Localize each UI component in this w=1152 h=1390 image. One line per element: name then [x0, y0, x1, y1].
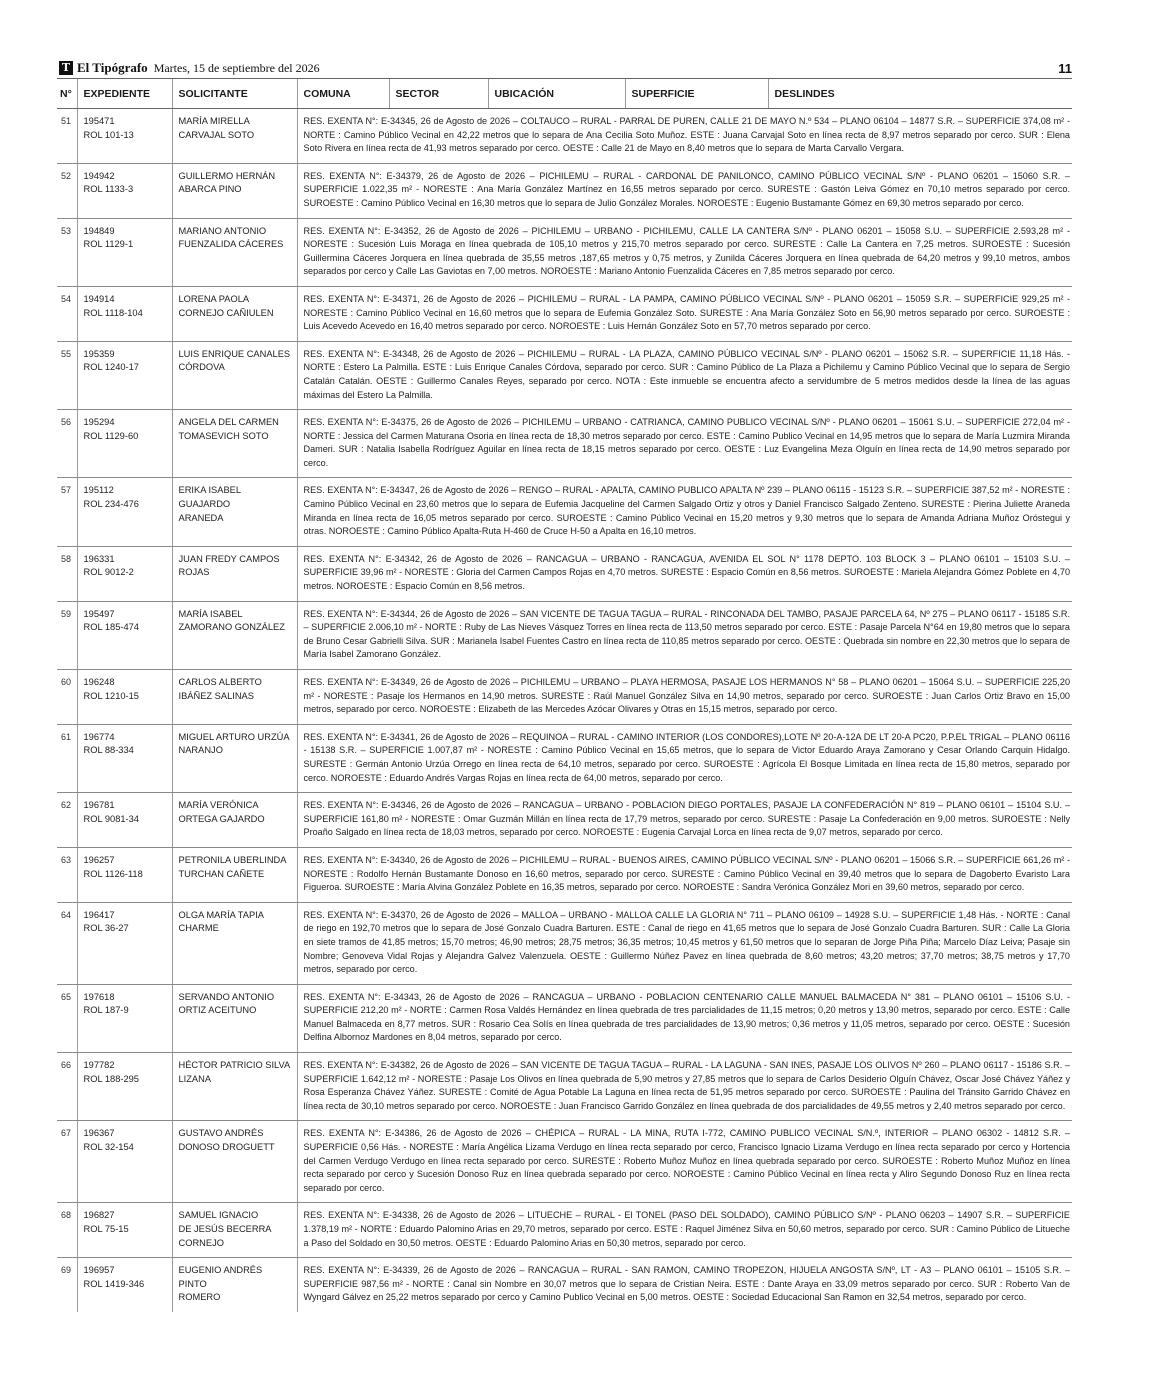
row-number: 51: [57, 109, 77, 164]
row-number: 56: [57, 410, 77, 478]
table-header-row: [57, 79, 1072, 109]
column-header-superficie: SUPERFICIE: [625, 79, 768, 109]
table-row: [57, 1053, 1072, 1121]
expediente-number: 196827: [83, 1210, 115, 1221]
solicitante-line: LIZANA: [178, 1073, 212, 1084]
solicitante-line: ANGELA DEL CARMEN: [178, 417, 279, 428]
table-row: [57, 341, 1072, 409]
solicitante-line: MIGUEL ARTURO URZÚA: [178, 731, 290, 742]
solicitante-line: CORNEJO: [178, 1237, 224, 1248]
table-row: [57, 1203, 1072, 1258]
rol-number: ROL 1419-346: [83, 1278, 145, 1289]
solicitante-cell: [172, 163, 297, 218]
expediente-cell: [77, 410, 172, 478]
row-number: 69: [61, 1265, 72, 1276]
rol-number: ROL 1126-118: [83, 868, 143, 879]
expediente-cell: [77, 286, 172, 341]
solicitante-line: ABARCA PINO: [178, 184, 242, 195]
solicitante-cell: [172, 984, 297, 1052]
expediente-cell: [77, 1258, 172, 1312]
newspaper-logo-icon: T: [59, 61, 73, 75]
rol-number: ROL 1129-1: [83, 239, 134, 250]
expediente-number: 196248: [83, 677, 115, 687]
table-row: [57, 1121, 1072, 1203]
solicitante-line: GUILLERMO HERNÁN: [178, 170, 276, 181]
table-row: [57, 724, 1072, 792]
row-number: 67: [57, 1121, 77, 1203]
column-header-solicitante: SOLICITANTE: [172, 79, 297, 109]
expediente-number: 195497: [83, 608, 115, 619]
solicitante-cell: [172, 724, 297, 792]
deslindes-cell: RES. EXENTA N°: E-34340, 26 de Agosto de 2026 – PICHILEMU – RURAL - BUENOS AIRES, CAMINO PÚBLICO VECINAL S/Nº - PLANO 06201 – 15066 S.R. – SUPERFICIE 661,26 m² - NORESTE : Rodolfo Hernán Bustamante Donoso en 16,60 metros, separado por cerco. SURESTE : Camino Público Vecinal en 39,40 metros que lo separa de Dagoberto Evaristo Lara Figueroa. SUROESTE : María Alvina González Poblete en 16,35 metros, separado por cerco. NOROESTE : Sandra Verónica González Mori en 39,60 metros, separado por cerco.: [297, 847, 1072, 902]
solicitante-cell: [172, 286, 297, 341]
solicitante-line: DE JESÚS BECERRA: [178, 1224, 272, 1234]
table-row: [57, 546, 1072, 601]
deslindes-cell: RES. EXENTA N°: E-34386, 26 de Agosto de 2026 – CHÉPICA – RURAL - LA MINA, RUTA I-772, CAMINO PUBLICO VECINAL S/N.º, INTERIOR – PLANO 06302 - 14812 S.R. – SUPERFICIE 0,56 Hás. - NORESTE : María Angélica Lizama Verdugo en línea recta separado por cerco, Francisco Ignacio Lizama Verdugo en línea recta separado por cerco y Hortencia del Carmen Verdugo Verdugo en línea recta separado por cerco. SURESTE : Roberto Muñoz Muñoz en línea quebrada separado por cerco. SUROESTE : Roberto Muñoz Muñoz en línea recta separado por cerco y Sucesión Donoso Ruz en línea quebrada separado por cerco. NOROESTE : Camino Público Vecinal en línea recta y Aliro Segundo Donoso Ruz en línea recta separado por cerco.: [297, 1121, 1072, 1203]
solicitante-cell: [172, 218, 297, 286]
column-header-deslindes: DESLINDES: [768, 79, 1072, 109]
row-number: 54: [57, 286, 77, 341]
deslindes-cell: RES. EXENTA N°: E-34346, 26 de Agosto de 2026 – RANCAGUA – URBANO - POBLACION DIEGO PORTALES, PASAJE LA CONFEDERACIÓN N° 819 – PLANO 06101 – 15104 S.U. – SUPERFICIE 161,80 m² - NORESTE : Omar Guzmán Millán en línea recta de 17,79 metros, separado por cerco. SURESTE : Pasaje La Confederación en 9,00 metros. SUROESTE : Nelly Proaño Salgado en línea recta de 18,03 metros, separado por cerco. NOROESTE : Eugenia Carvajal Lorca en línea recta de 9,07 metros, separado por cerco.: [297, 793, 1072, 848]
expediente-cell: [77, 163, 172, 218]
solicitante-line: ERIKA ISABEL GUAJARDO: [178, 485, 241, 510]
table-row: [57, 1258, 1072, 1312]
expediente-cell: [77, 984, 172, 1052]
solicitante-cell: [172, 601, 297, 669]
deslindes-cell: RES. EXENTA N°: E-34370, 26 de Agosto de 2026 – MALLOA – URBANO - MALLOA CALLE LA GLORIA N° 711 – PLANO 06109 – 14928 S.U. – SUPERFICIE 1,48 Hás. - NORTE : Canal de riego en 192,70 metros que lo separa de José Gonzalo Cuadra Barturen. ESTE : Canal de riego en 41,65 metros que lo separa de José Gonzalo Cuadra Barturen. SUR : Calle La Gloria en siete tramos de 41,85 metros; 15,70 metros; 46,90 metros; 28,75 metros; 36,35 metros; 10,45 metros y 61,50 metros que lo separan de Jorge Piña Piña; Marcelo Díaz Leiva; Pasaje sin Nombre; Genoveva Vidal Rojas y Alejandra Galvez Valenzuela. OESTE : Guillermo Núñez Pavez en línea quebrada de 8,60 metros; 43,20 metros; 37,70 metros; 38,75 metros y 17,70 metros, separado por cerco.: [297, 902, 1072, 984]
rol-number: ROL 1129-60: [83, 430, 139, 441]
table-row: [57, 286, 1072, 341]
rol-number: ROL 1240-17: [83, 362, 139, 373]
deslindes-cell: RES. EXENTA N°: E-34338, 26 de Agosto de 2026 – LITUECHE – RURAL - El TONEL (PASO DEL SOLDADO), CAMINO PÚBLICO S/Nº - PLANO 06203 – 14907 S.R. – SUPERFICIE 1.378,19 m² - NORTE : Eduardo Palomino Arias en 29,70 metros, separado por cerco. ESTE : Raquel Jiménez Silva en 50,60 metros, separado por cerco. SUR : Camino Público de Litueche a Paso del Soldado en 30,50 metros. OESTE : Eduardo Palomino Arias en 50,30 metros, separado por cerco.: [297, 1203, 1072, 1258]
expediente-number: 196257: [83, 854, 115, 865]
deslindes-cell: RES. EXENTA N°: E-34348, 26 de Agosto de 2026 – PICHILEMU – RURAL - LA PLAZA, CAMINO PÚBLICO VECINAL S/Nº - PLANO 06201 – 15062 S.R. – SUPERFICIE 11,18 Hás. - NORTE : Estero La Palmilla. ESTE : Luis Enrique Canales Córdova, separado por cerco. SUR : Camino Público de La Plaza a Pichilemu y Camino Público Vecinal que lo separa de Sergio Catalán Catalán. OESTE : Guillermo Canales Reyes, separado por cerco. NOTA : Este inmueble se encuentra afecto a servidumbre de 5 metros medidos desde la línea de las aguas máximas del Estero La Palmilla.: [297, 341, 1072, 409]
deslindes-cell: RES. EXENTA N°: E-34382, 26 de Agosto de 2026 – SAN VICENTE DE TAGUA TAGUA – RURAL - LA LAGUNA - SAN INES, PASAJE LOS OLIVOS Nº 260 – PLANO 06117 - 15186 S.R. – SUPERFICIE 1.642,12 m² - NORESTE : Pasaje Los Olivos en línea quebrada de 5,90 metros y 27,85 metros que lo separa de Carlos Desiderio Olguín Chávez, Oscar José Chávez Yáñez y Rosa Esperanza Chávez Yáñez. SURESTE : Comité de Agua Potable La Laguna en línea recta de 51,95 metros separado por cerco. SUROESTE : Paulina del Tránsito Garrido Chávez en línea recta de 30,10 metros separado por cerco. NOROESTE : Juan Francisco Garrido González en línea quebrada de dos parcialidades de 49,55 metros y 2,40 metros separado por cerco.: [297, 1053, 1072, 1121]
row-number: 66: [57, 1053, 77, 1121]
rol-number: ROL 1210-15: [83, 690, 139, 701]
rol-number: ROL 9012-2: [83, 567, 134, 578]
expediente-number: 194849: [83, 225, 115, 236]
expediente-number: 196957: [83, 1265, 115, 1276]
deslindes-cell: RES. EXENTA N°: E-34371, 26 de Agosto de 2026 – PICHILEMU – RURAL - LA PAMPA, CAMINO PÚBLICO VECINAL S/Nº - PLANO 06201 – 15059 S.R. – SUPERFICIE 929,25 m² - NORESTE : Camino Público Vecinal en 16,60 metros que lo separa de Eufemia González Soto. SURESTE : Ana María González Soto en 56,90 metros separado por cerco. SUROESTE : Luis Acevedo Acevedo en 16,40 metros separado por cerco. NOROESTE : Luis Hernán González Soto en 57,70 metros separado por cerco.: [297, 286, 1072, 341]
solicitante-line: JUAN FREDY CAMPOS: [178, 553, 280, 564]
solicitante-cell: [172, 109, 297, 164]
deslindes-cell: RES. EXENTA N°: E-34343, 26 de Agosto de 2026 – RANCAGUA – URBANO - POBLACION CENTENARIO CALLE MANUEL BALMACEDA N° 381 – PLANO 06101 – 15106 S.U. - SUPERFICIE 212,20 m² - NORTE : Carmen Rosa Valdés Hernández en línea quebrada de tres parcialidades de 11,15 metros; 0,20 metros y 13,90 metros, separado por cerco. ESTE : Calle Manuel Balmaceda en 8,77 metros. SUR : Rosario Cea Solís en línea quebrada de tres parcialidades de 13,90 metros; 0,36 metros y 11,05 metros, separado por cerco. OESTE : Sucesión Delfina Albornoz Mardones en 8,04 metros, separado por cerco.: [297, 984, 1072, 1052]
deslindes-cell: RES. EXENTA N°: E-34342, 26 de Agosto de 2026 – RANCAGUA – URBANO - RANCAGUA, AVENIDA EL SOL N° 1178 DEPTO. 103 BLOCK 3 – PLANO 06101 – 15103 S.U. – SUPERFICIE 39,96 m² - NORESTE : Gloria del Carmen Campos Rojas en 4,70 metros. SURESTE : Espacio Común en 8,56 metros. SUROESTE : Mariela Alejandra Gómez Poblete en 4,70 metros. NOROESTE : Espacio Común en 8,56 metros.: [297, 546, 1072, 601]
expediente-number: 196417: [83, 909, 115, 920]
row-number: 53: [57, 218, 77, 286]
solicitante-cell: [172, 793, 297, 848]
expediente-number: 196774: [83, 731, 115, 742]
rol-number: ROL 1118-104: [83, 307, 143, 318]
rol-number: ROL 234-476: [83, 499, 139, 510]
solicitante-line: ARANEDA: [178, 512, 224, 523]
expediente-cell: [77, 1053, 172, 1121]
solicitante-line: SERVANDO ANTONIO: [178, 991, 275, 1002]
column-header-expediente: EXPEDIENTE: [77, 79, 172, 109]
table-row: [57, 410, 1072, 478]
solicitante-line: CARLOS ALBERTO: [178, 677, 262, 687]
expediente-cell: [77, 1203, 172, 1258]
deslindes-cell: RES. EXENTA N°: E-34379, 26 de Agosto de 2026 – PICHILEMU – RURAL - CARDONAL DE PANILONCO, CAMINO PÚBLICO VECINAL S/Nº - PLANO 06201 – 15060 S.R. – SUPERFICIE 1.022,35 m² - NORESTE : Ana María González Martínez en 16,55 metros separado por cerco. SURESTE : Gastón Leiva Gómez en 70,10 metros separado por cerco. SUROESTE : Camino Público Vecinal en 16,30 metros que lo separa de Julio González Morales. NOROESTE : Eugenio Bustamante Gómez en 69,30 metros separado por cerco.: [297, 163, 1072, 218]
solicitante-cell: [172, 1121, 297, 1203]
expediente-cell: [77, 670, 172, 725]
solicitante-line: NARANJO: [178, 745, 223, 756]
table-row: [57, 984, 1072, 1052]
masthead: [59, 58, 1072, 78]
solicitante-cell: [172, 670, 297, 725]
expediente-number: 195359: [83, 348, 115, 359]
expediente-cell: [77, 546, 172, 601]
expediente-cell: [77, 724, 172, 792]
rol-number: ROL 36-27: [83, 923, 129, 934]
solicitante-cell: [172, 1053, 297, 1121]
solicitante-line: CARVAJAL SOTO: [178, 129, 255, 140]
solicitante-line: MARÍA VERÓNICA: [178, 800, 259, 811]
deslindes-cell: RES. EXENTA N°: E-34339, 26 de Agosto de 2026 – RANCAGUA – RURAL - SAN RAMON, CAMINO TROPEZON, HIJUELA ANGOSTA S/Nº, LT - A3 – PLANO 06101 – 15105 S.R. – SUPERFICIE 987,56 m² - NORTE : Canal sin Nombre en 30,07 metros que lo separa de Cristian Neira. ESTE : Dante Araya en 33,09 metros separado por cerco. SUR : Roberto Van de Wyngard Gálvez en 25,22 metros separado por cerco y Camino Publico Vecinal en 5,00 metros. OESTE : Sociedad Educacional San Ramon en 32,54 metros, separado por cerco.: [297, 1258, 1072, 1312]
property-registry-table: [57, 78, 1072, 1312]
solicitante-line: DONOSO DROGUETT: [178, 1142, 275, 1153]
deslindes-cell: RES. EXENTA N°: E-34349, 26 de Agosto de 2026 – PICHILEMU – URBANO – PLAYA HERMOSA, PASAJE LOS HERMANOS N° 58 – PLANO 06201 – 15064 S.U. – SUPERFICIE 225,20 m² - NORESTE : Pasaje los Hermanos en 14,90 metros. SURESTE : Raúl Manuel González Silva en 14,90 metros, separado por cerco. SUROESTE : Juan Carlos Ortiz Bravo en 15,00 metros, separado por cerco. NOROESTE : Elizabeth de las Mercedes Azócar Olivares y Otras en 15,15 metros, separado por cerco.: [297, 670, 1072, 725]
row-number: 59: [57, 601, 77, 669]
rol-number: ROL 75-15: [83, 1224, 129, 1234]
solicitante-line: PETRONILA UBERLINDA: [178, 854, 287, 865]
rol-number: ROL 188-295: [83, 1073, 139, 1084]
solicitante-line: GUSTAVO ANDRÉS: [178, 1128, 264, 1139]
solicitante-cell: [172, 410, 297, 478]
deslindes-cell: RES. EXENTA N°: E-34375, 26 de Agosto de 2026 – PICHILEMU – URBANO - CATRIANCA, CAMINO PUBLICO VECINAL S/Nº - PLANO 06201 – 15061 S.U. – SUPERFICIE 272,04 m² - NORTE : Jessica del Carmen Maturana Osoria en línea recta de 18,30 metros separado por cerco. ESTE : Camino Publico Vecinal en 14,95 metros que lo separa de María Luzmira Miranda Dameri. SUR : Natalia Isabella Rodríguez Aguilar en línea recta de 18,15 metros separado por cerco. OESTE : Luz Evangelina Meza Olguín en línea recta de 14,90 metros separado por cerco.: [297, 410, 1072, 478]
solicitante-line: ORTIZ ACEITUNO: [178, 1005, 257, 1016]
rol-number: ROL 187-9: [83, 1005, 129, 1016]
expediente-cell: [77, 902, 172, 984]
expediente-number: 197782: [83, 1060, 115, 1071]
row-number: 57: [57, 478, 77, 546]
solicitante-line: OLGA MARÍA TAPIA: [178, 909, 264, 920]
newspaper-name: El Tipógrafo: [77, 60, 148, 75]
expediente-number: 196331: [83, 553, 115, 564]
table-row: [57, 670, 1072, 725]
table-row: [57, 847, 1072, 902]
solicitante-cell: [172, 478, 297, 546]
expediente-number: 197618: [83, 991, 115, 1002]
expediente-cell: [77, 109, 172, 164]
row-number: 55: [57, 341, 77, 409]
deslindes-cell: RES. EXENTA N°: E-34341, 26 de Agosto de 2026 – REQUINOA – RURAL - CAMINO INTERIOR (LOS CONDORES),LOTE Nº 20-A-12A DE LT 20-A PC20, P.P.EL TRIGAL – PLANO 06116 - 15138 S.R. – SUPERFICIE 1.007,87 m² - NORESTE : Camino Público Vecinal en 15,65 metros, que lo separa de Victor Eduardo Araya Zamorano y Cesar Orlando Carquin Hidalgo. SURESTE : Germán Antonio Urzúa Orrego en línea recta de 64,10 metros, separado por cerco. SUROESTE : Agrícola El Bosque Limitada en línea recta de 15,80 metros, separado por cerco. NOROESTE : Eduardo Andrés Vargas Rojas en línea recta de 64,00 metros, separado por cerco.: [297, 724, 1072, 792]
deslindes-cell: RES. EXENTA N°: E-34347, 26 de Agosto de 2026 – RENGO – RURAL - APALTA, CAMINO PUBLICO APALTA Nº 239 – PLANO 06115 - 15123 S.R. – SUPERFICIE 387,52 m² - NORESTE : Camino Público Vecinal en 23,60 metros que lo separa de Eufemia Jacqueline del Carmen Salgado Ortiz y otros y Daniel Francisco Salgado Zenteno. SURESTE : Pierina Juliette Araneda Miranda en línea recta de 16,05 metros separado por cerco. SUROESTE : Camino Público Vecinal en 15,20 metros y 9,30 metros que lo separa de Amanda Adriana Muñoz Oróstegui y otras. NOROESTE : Camino Público Apalta-Ruta H-460 de Cruce H-50 a Apalta en 16,10 metros.: [297, 478, 1072, 546]
row-number: 62: [57, 793, 77, 848]
solicitante-cell: [172, 902, 297, 984]
solicitante-line: ORTEGA GAJARDO: [178, 813, 265, 824]
solicitante-line: TURCHAN CAÑETE: [178, 868, 265, 879]
column-header-comuna: COMUNA: [297, 79, 389, 109]
solicitante-line: SAMUEL IGNACIO: [178, 1210, 259, 1221]
expediente-number: 195471: [83, 116, 115, 126]
solicitante-line: FUENZALIDA CÁCERES: [178, 239, 284, 250]
publication-date: Martes, 15 de septiembre del 2026: [153, 60, 320, 75]
solicitante-line: ROMERO: [178, 1292, 221, 1303]
solicitante-cell: [172, 341, 297, 409]
solicitante-cell: [172, 847, 297, 902]
rol-number: ROL 88-334: [83, 745, 134, 756]
table-row: [57, 793, 1072, 848]
expediente-cell: [77, 1121, 172, 1203]
rol-number: ROL 32-154: [83, 1142, 134, 1153]
expediente-number: 195112: [83, 485, 114, 496]
solicitante-line: CORNEJO CAÑIULEN: [178, 307, 274, 318]
solicitante-cell: [172, 1258, 297, 1312]
solicitante-line: ROJAS: [178, 567, 210, 578]
expediente-cell: [77, 793, 172, 848]
expediente-number: 196781: [83, 800, 115, 811]
solicitante-line: IBÁÑEZ SALINAS: [178, 690, 254, 701]
expediente-number: 195294: [83, 417, 115, 428]
expediente-cell: [77, 601, 172, 669]
page-number: 11: [1058, 60, 1072, 76]
column-header-ubicacion: UBICACIÓN: [488, 79, 625, 109]
deslindes-cell: RES. EXENTA N°: E-34352, 26 de Agosto de 2026 – PICHILEMU – URBANO - PICHILEMU, CALLE LA CANTERA S/Nº - PLANO 06201 – 15058 S.U. – SUPERFICIE 2.593,28 m² - NORESTE : Sucesión Luis Moraga en línea quebrada de 105,10 metros y 215,70 metros separado por cerco. SURESTE : Calle La Cantera en 7,25 metros. SUROESTE : Sucesión Guillermina Cáceres Jorquera en línea quebrada de 35,55 metros ,187,65 metros y 0,75 metros, y Zunilda Cáceres Jorquera en línea quebrada de 64,20 metros y 99,10 metros, ambos separados por cerco y Calle Las Gaviotas en 7,00 metros. NOROESTE : Mariano Antonio Fuenzalida Cáceres en 7,85 metros separado por cerco.: [297, 218, 1072, 286]
solicitante-line: MARÍA ISABEL: [178, 608, 243, 619]
row-number: 60: [57, 670, 77, 725]
row-number: 63: [57, 847, 77, 902]
table-row: [57, 601, 1072, 669]
rol-number: ROL 1133-3: [83, 184, 134, 195]
table-row: [57, 478, 1072, 546]
row-number: 65: [57, 984, 77, 1052]
table-row: [57, 902, 1072, 984]
solicitante-line: CHARME: [178, 923, 219, 934]
rol-number: ROL 9081-34: [83, 813, 139, 824]
expediente-cell: [77, 478, 172, 546]
solicitante-line: ZAMORANO GONZÁLEZ: [178, 622, 285, 633]
solicitante-cell: [172, 546, 297, 601]
expediente-number: 194942: [83, 170, 115, 181]
table-row: [57, 163, 1072, 218]
row-number: 64: [57, 902, 77, 984]
row-number: 61: [57, 724, 77, 792]
solicitante-line: TOMASEVICH SOTO: [178, 430, 269, 441]
row-number: 52: [57, 163, 77, 218]
column-header-number: N°: [57, 79, 77, 109]
expediente-number: 196367: [83, 1128, 115, 1139]
solicitante-line: LUIS ENRIQUE CANALES: [178, 348, 291, 359]
rol-number: ROL 101-13: [83, 129, 134, 140]
solicitante-line: LORENA PAOLA: [178, 293, 250, 304]
table-row: [57, 218, 1072, 286]
solicitante-line: EUGENIO ANDRÉS PINTO: [178, 1265, 263, 1289]
solicitante-line: MARIANO ANTONIO: [178, 225, 267, 236]
solicitante-line: CÓRDOVA: [178, 362, 225, 373]
table-row: [57, 109, 1072, 164]
solicitante-line: HÉCTOR PATRICIO SILVA: [178, 1060, 291, 1071]
column-header-sector: SECTOR: [389, 79, 488, 109]
expediente-cell: [77, 341, 172, 409]
rol-number: ROL 185-474: [83, 622, 139, 633]
expediente-cell: [77, 847, 172, 902]
solicitante-cell: [172, 1203, 297, 1258]
row-number: 58: [57, 546, 77, 601]
deslindes-cell: RES. EXENTA N°: E-34345, 26 de Agosto de 2026 – COLTAUCO – RURAL - PARRAL DE PUREN, CALLE 21 DE MAYO N.º 534 – PLANO 06104 – 14877 S.R. – SUPERFICIE 374,08 m² - NORTE : Camino Público Vecinal en 42,22 metros que lo separa de Ana Cecilia Soto Muñoz. ESTE : Juana Carvajal Soto en línea recta de 8,97 metros separado por cerco. SUR : Elena Soto Rivera en línea recta de 41,93 metros separado por cerco. OESTE : Calle 21 de Mayo en 8,40 metros que lo separa de Marta Carvallo Vergara.: [297, 109, 1072, 164]
expediente-number: 194914: [83, 293, 115, 304]
expediente-cell: [77, 218, 172, 286]
row-number: 68: [57, 1203, 77, 1258]
solicitante-line: MARÍA MIRELLA: [178, 116, 250, 126]
deslindes-cell: RES. EXENTA N°: E-34344, 26 de Agosto de 2026 – SAN VICENTE DE TAGUA TAGUA – RURAL - RINCONADA DEL TAMBO, PASAJE PARCELA 64, Nº 275 – PLANO 06117 - 15185 S.R. – SUPERFICIE 2.006,10 m² - NORTE : Ruby de Las Nieves Vásquez Torres en línea recta de 113,50 metros separado por cerco. ESTE : Pasaje Parcela N°64 en 19,80 metros que lo separa de Bruno Cesar Gabrielli Silva. SUR : Marianela Isabel Fuentes Castro en línea recta de 110,85 metros separado por cerco. OESTE : Quebrada sin nombre en 22,30 metros que lo separa de María Isabel Zamorano González.: [297, 601, 1072, 669]
